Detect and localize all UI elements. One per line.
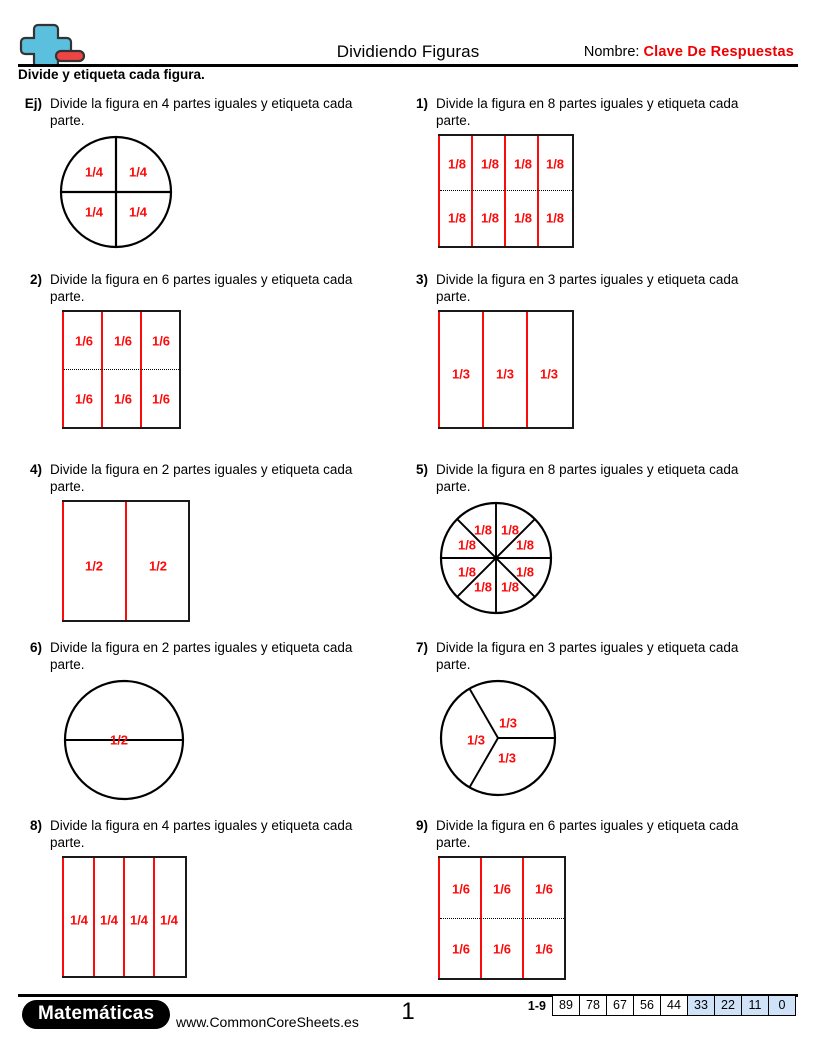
divider-line xyxy=(62,858,64,976)
fraction-label: 1/6 xyxy=(74,391,94,407)
problem-text: Divide la figura en 8 partes iguales y etiqueta cada parte. xyxy=(436,96,739,128)
fraction-label: 1/6 xyxy=(451,941,471,957)
problem-7 xyxy=(400,640,795,798)
problem-text: Divide la figura en 8 partes iguales y etiqueta cada parte. xyxy=(436,462,739,494)
fraction-label: 1/6 xyxy=(451,881,471,897)
fraction-label: 1/6 xyxy=(113,333,133,349)
score-cell: 44 xyxy=(661,996,688,1015)
problem-9 xyxy=(400,818,795,980)
divider-line xyxy=(438,312,440,427)
fraction-label: 1/4 xyxy=(99,912,119,928)
problem-2 xyxy=(14,272,409,429)
score-cell: 33 xyxy=(688,996,715,1015)
figure-square-6b[interactable] xyxy=(438,856,795,980)
problem-5 xyxy=(400,462,795,616)
score-cell: 22 xyxy=(715,996,742,1015)
name-field-block xyxy=(584,44,794,60)
figure-square-4[interactable] xyxy=(62,856,409,978)
divider-line xyxy=(438,136,440,246)
fraction-label: 1/8 xyxy=(447,156,467,172)
fraction-label: 1/8 xyxy=(473,579,493,595)
dotted-guide-line xyxy=(440,918,564,919)
fraction-label: 1/8 xyxy=(513,210,533,226)
problem-8 xyxy=(14,818,409,978)
problem-text: Divide la figura en 3 partes iguales y etiqueta cada parte. xyxy=(436,272,739,304)
divider-line xyxy=(125,502,127,620)
fraction-label: 1/6 xyxy=(534,881,554,897)
fraction-label: 1/3 xyxy=(539,366,559,382)
figure-circle-8[interactable] xyxy=(438,500,554,616)
name-value: Clave De Respuestas xyxy=(643,44,794,60)
dotted-guide-line xyxy=(440,190,572,191)
fraction-label: 1/8 xyxy=(515,564,535,580)
fraction-label: 1/2 xyxy=(84,558,104,574)
problem-number: 3) xyxy=(415,272,428,287)
problem-number: 4) xyxy=(29,462,42,477)
figure-square-8[interactable] xyxy=(438,134,795,248)
fraction-label: 1/3 xyxy=(498,715,518,731)
divider-line xyxy=(537,136,539,246)
fraction-label: 1/6 xyxy=(492,941,512,957)
fraction-label: 1/8 xyxy=(513,156,533,172)
score-cell: 89 xyxy=(553,996,580,1015)
page-header xyxy=(0,0,816,82)
fraction-label: 1/8 xyxy=(457,537,477,553)
figure-circle-2[interactable] xyxy=(62,678,186,802)
problem-text: Divide la figura en 4 partes iguales y etiqueta cada parte. xyxy=(50,96,353,128)
fraction-label: 1/6 xyxy=(151,391,171,407)
name-label: Nombre: xyxy=(583,44,640,60)
fraction-label: 1/2 xyxy=(148,558,168,574)
problem-number: 7) xyxy=(415,640,428,655)
fraction-label: 1/3 xyxy=(466,732,486,748)
figure-square-6[interactable] xyxy=(62,310,409,429)
problem-example xyxy=(14,96,409,250)
problem-text: Divide la figura en 6 partes iguales y etiqueta cada parte. xyxy=(436,818,739,850)
problem-number: 1) xyxy=(415,96,428,111)
score-cell: 67 xyxy=(607,996,634,1015)
site-url[interactable]: www.CommonCoreSheets.es xyxy=(176,1014,359,1030)
fraction-label: 1/3 xyxy=(497,750,517,766)
divider-line xyxy=(123,858,125,976)
divider-line xyxy=(526,312,528,427)
fraction-label: 1/6 xyxy=(492,881,512,897)
figure-circle-4[interactable] xyxy=(58,134,174,250)
divider-line xyxy=(471,136,473,246)
problem-6 xyxy=(14,640,409,802)
dotted-guide-line xyxy=(64,369,179,370)
problem-4 xyxy=(14,462,409,622)
instructions-text: Divide y etiqueta cada figura. xyxy=(18,67,205,82)
fraction-label: 1/8 xyxy=(545,156,565,172)
fraction-label: 1/8 xyxy=(480,156,500,172)
divider-line xyxy=(93,858,95,976)
figure-square-2[interactable] xyxy=(62,500,409,622)
fraction-label: 1/4 xyxy=(84,204,104,220)
problem-text: Divide la figura en 4 partes iguales y etiqueta cada parte. xyxy=(50,818,353,850)
divider-line xyxy=(153,858,155,976)
fraction-label: 1/6 xyxy=(534,941,554,957)
score-cell: 11 xyxy=(742,996,769,1015)
fraction-label: 1/8 xyxy=(545,210,565,226)
fraction-label: 1/3 xyxy=(451,366,471,382)
fraction-label: 1/3 xyxy=(495,366,515,382)
problem-number: 8) xyxy=(29,818,42,833)
fraction-label: 1/4 xyxy=(159,912,179,928)
fraction-label: 1/8 xyxy=(473,522,493,538)
fraction-label: 1/4 xyxy=(128,204,148,220)
score-cell: 0 xyxy=(769,996,795,1015)
problem-number: 2) xyxy=(29,272,42,287)
page-number: 1 xyxy=(401,998,415,1025)
fraction-label: 1/6 xyxy=(74,333,94,349)
problem-number: Ej) xyxy=(24,96,42,111)
fraction-label: 1/6 xyxy=(151,333,171,349)
problem-text: Divide la figura en 2 partes iguales y etiqueta cada parte. xyxy=(50,462,353,494)
fraction-label: 1/8 xyxy=(447,210,467,226)
divider-line xyxy=(482,312,484,427)
fraction-label: 1/8 xyxy=(480,210,500,226)
problem-1 xyxy=(400,96,795,248)
score-cells xyxy=(552,995,796,1016)
problem-text: Divide la figura en 2 partes iguales y etiqueta cada parte. xyxy=(50,640,353,672)
problem-number: 9) xyxy=(415,818,428,833)
score-cell: 56 xyxy=(634,996,661,1015)
divider-line xyxy=(504,136,506,246)
subject-badge: Matemáticas xyxy=(22,1000,170,1029)
page-title: Dividiendo Figuras xyxy=(336,42,480,61)
figure-circle-3[interactable] xyxy=(438,678,558,798)
fraction-label: 1/4 xyxy=(84,164,104,180)
fraction-label: 1/2 xyxy=(109,732,129,748)
fraction-label: 1/8 xyxy=(500,522,520,538)
divider-line xyxy=(62,502,64,620)
problem-text: Divide la figura en 6 partes iguales y etiqueta cada parte. xyxy=(50,272,353,304)
score-range-label: 1-9 xyxy=(527,998,546,1013)
fraction-label: 1/6 xyxy=(113,391,133,407)
problem-number: 5) xyxy=(415,462,428,477)
fraction-label: 1/4 xyxy=(69,912,89,928)
fraction-label: 1/8 xyxy=(457,564,477,580)
score-scale xyxy=(528,995,796,1016)
problem-3 xyxy=(400,272,795,429)
fraction-label: 1/4 xyxy=(128,164,148,180)
fraction-label: 1/8 xyxy=(500,579,520,595)
figure-square-3[interactable] xyxy=(438,310,795,429)
fraction-label: 1/4 xyxy=(129,912,149,928)
fraction-label: 1/8 xyxy=(515,537,535,553)
problem-text: Divide la figura en 3 partes iguales y etiqueta cada parte. xyxy=(436,640,739,672)
score-cell: 78 xyxy=(580,996,607,1015)
problem-number: 6) xyxy=(29,640,42,655)
